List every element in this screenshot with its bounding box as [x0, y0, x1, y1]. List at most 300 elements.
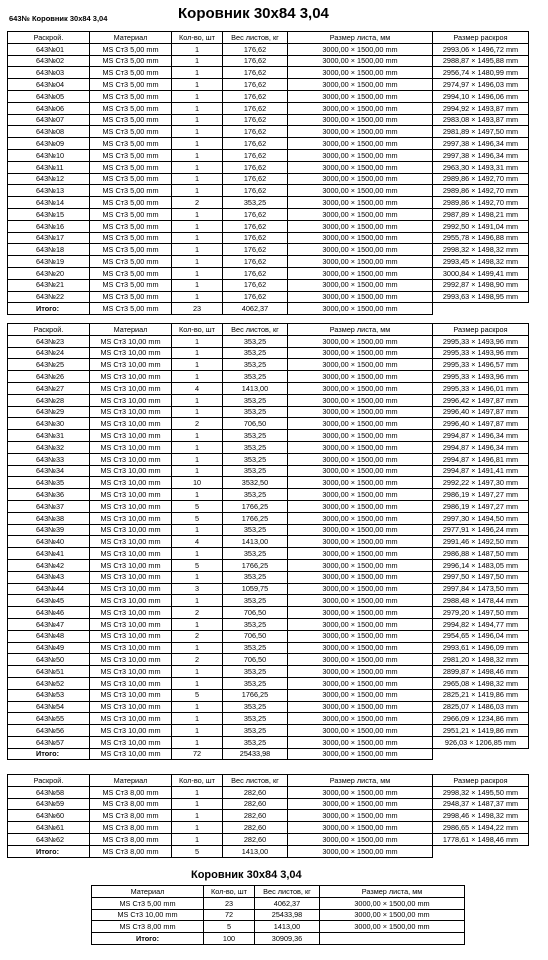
- cut-size-cell: 2989,86 × 1492,70 mm: [433, 197, 529, 209]
- cut-id-cell: 643№31: [8, 430, 90, 442]
- material-cell: MS Ст3 10,00 mm: [90, 713, 172, 725]
- cut-id-cell: 643№32: [8, 441, 90, 453]
- column-header: Размер листа, мм: [320, 886, 465, 898]
- weight-cell: 353,25: [223, 548, 288, 560]
- weight-cell: 1766,25: [223, 500, 288, 512]
- cut-size-cell: 2966,09 × 1234,86 mm: [433, 713, 529, 725]
- sheet-size-cell: 3000,00 × 1500,00 mm: [288, 833, 433, 845]
- quantity-cell: 2: [172, 630, 223, 642]
- quantity-cell: 1: [172, 810, 223, 822]
- quantity-cell: 4: [172, 382, 223, 394]
- material-cell: MS Ст3 10,00 mm: [90, 477, 172, 489]
- cut-size-cell: 2981,89 × 1497,50 mm: [433, 126, 529, 138]
- quantity-cell: 1: [172, 430, 223, 442]
- total-sheet-size: 3000,00 × 1500,00 mm: [288, 303, 433, 315]
- table-row: [8, 441, 529, 453]
- sheet-size-cell: 3000,00 × 1500,00 mm: [288, 453, 433, 465]
- quantity-cell: 1: [172, 138, 223, 150]
- weight-cell: 176,62: [223, 55, 288, 67]
- sheet-size-cell: 3000,00 × 1500,00 mm: [288, 79, 433, 91]
- cut-id-cell: 643№28: [8, 394, 90, 406]
- cut-id-cell: 643№22: [8, 291, 90, 303]
- material-cell: MS Ст3 10,00 mm: [90, 654, 172, 666]
- cut-id-cell: 643№24: [8, 347, 90, 359]
- material-cell: MS Ст3 10,00 mm: [90, 347, 172, 359]
- quantity-cell: 4: [172, 536, 223, 548]
- quantity-cell: 1: [172, 571, 223, 583]
- sheet-size-cell: 3000,00 × 1500,00 mm: [288, 477, 433, 489]
- column-header: Кол-во, шт: [204, 886, 255, 898]
- cut-size-cell: 2994,87 × 1496,34 mm: [433, 430, 529, 442]
- cut-id-cell: 643№39: [8, 524, 90, 536]
- cut-id-cell: 643№42: [8, 559, 90, 571]
- cut-id-cell: 643№27: [8, 382, 90, 394]
- weight-cell: 1413,00: [223, 382, 288, 394]
- cut-id-cell: 643№58: [8, 786, 90, 798]
- column-header: Размер раскроя: [433, 324, 529, 336]
- sheet-size-cell: 3000,00 × 1500,00 mm: [288, 371, 433, 383]
- table-row: [8, 406, 529, 418]
- cut-size-cell: 2981,20 × 1498,32 mm: [433, 654, 529, 666]
- cut-size-cell: 2997,50 × 1497,50 mm: [433, 571, 529, 583]
- weight-cell: 176,62: [223, 208, 288, 220]
- weight-cell: 706,50: [223, 607, 288, 619]
- weight-cell: 176,62: [223, 43, 288, 55]
- cut-id-cell: 643№46: [8, 607, 90, 619]
- empty-cell: [433, 845, 529, 857]
- material-cell: MS Ст3 5,00 mm: [90, 114, 172, 126]
- weight-cell: 353,25: [223, 371, 288, 383]
- cut-id-cell: 643№36: [8, 489, 90, 501]
- table-row: [8, 833, 529, 845]
- cut-id-cell: 643№04: [8, 79, 90, 91]
- cut-id-cell: 643№01: [8, 43, 90, 55]
- quantity-cell: 1: [172, 453, 223, 465]
- cut-id-cell: 643№13: [8, 185, 90, 197]
- material-cell: MS Ст3 10,00 mm: [90, 630, 172, 642]
- total-label: Итого:: [8, 748, 90, 760]
- sheet-size-cell: 3000,00 × 1500,00 mm: [288, 208, 433, 220]
- quantity-cell: 1: [172, 67, 223, 79]
- sheet-size-cell: 3000,00 × 1500,00 mm: [288, 291, 433, 303]
- table-row: [8, 359, 529, 371]
- table-row: [8, 220, 529, 232]
- total-row: [8, 748, 529, 760]
- table-row: [8, 256, 529, 268]
- cut-size-cell: 2997,30 × 1494,50 mm: [433, 512, 529, 524]
- sheet-size-cell: 3000,00 × 1500,00 mm: [288, 536, 433, 548]
- cut-id-cell: 643№48: [8, 630, 90, 642]
- column-header: Вес листов, кг: [223, 32, 288, 44]
- material-cell: MS Ст3 8,00 mm: [90, 810, 172, 822]
- cut-size-cell: 2994,82 × 1494,77 mm: [433, 618, 529, 630]
- material-cell: MS Ст3 5,00 mm: [92, 897, 204, 909]
- table-row: [8, 453, 529, 465]
- weight-cell: 282,60: [223, 798, 288, 810]
- sheet-size-cell: 3000,00 × 1500,00 mm: [288, 232, 433, 244]
- quantity-cell: 1: [172, 173, 223, 185]
- weight-cell: 1413,00: [223, 536, 288, 548]
- weight-cell: 353,25: [223, 335, 288, 347]
- table-row: [8, 677, 529, 689]
- cut-id-cell: 643№29: [8, 406, 90, 418]
- cut-id-cell: 643№34: [8, 465, 90, 477]
- cut-size-cell: 2997,38 × 1496,34 mm: [433, 138, 529, 150]
- weight-cell: 3532,50: [223, 477, 288, 489]
- cut-id-cell: 643№10: [8, 149, 90, 161]
- sheet-size-cell: 3000,00 × 1500,00 mm: [288, 138, 433, 150]
- cut-size-cell: 2998,32 × 1495,50 mm: [433, 786, 529, 798]
- column-header: Материал: [92, 886, 204, 898]
- table-row: [8, 185, 529, 197]
- table-row: [8, 642, 529, 654]
- material-cell: MS Ст3 5,00 mm: [90, 256, 172, 268]
- weight-cell: 706,50: [223, 630, 288, 642]
- quantity-cell: 1: [172, 666, 223, 678]
- sheet-size-cell: 3000,00 × 1500,00 mm: [288, 666, 433, 678]
- sheet-size-cell: 3000,00 × 1500,00 mm: [288, 736, 433, 748]
- cut-size-cell: 2991,46 × 1492,50 mm: [433, 536, 529, 548]
- weight-cell: 353,25: [223, 489, 288, 501]
- quantity-cell: 1: [172, 736, 223, 748]
- quantity-cell: 1: [172, 786, 223, 798]
- weight-cell: 176,62: [223, 173, 288, 185]
- table-row: [8, 43, 529, 55]
- cut-id-cell: 643№17: [8, 232, 90, 244]
- column-header: Вес листов, кг: [223, 775, 288, 787]
- sheet-size-cell: 3000,00 × 1500,00 mm: [288, 810, 433, 822]
- table-row: [8, 291, 529, 303]
- table-row: [8, 267, 529, 279]
- table-row: [92, 897, 465, 909]
- column-header: Размер листа, мм: [288, 324, 433, 336]
- quantity-cell: 3: [172, 583, 223, 595]
- quantity-cell: 1: [172, 244, 223, 256]
- cut-id-cell: 643№43: [8, 571, 90, 583]
- quantity-cell: 2: [172, 654, 223, 666]
- material-cell: MS Ст3 10,00 mm: [90, 371, 172, 383]
- quantity-cell: 10: [172, 477, 223, 489]
- weight-cell: 353,25: [223, 453, 288, 465]
- table-row: [8, 524, 529, 536]
- cut-size-cell: 3000,84 × 1499,41 mm: [433, 267, 529, 279]
- sheet-size-cell: 3000,00 × 1500,00 mm: [288, 267, 433, 279]
- quantity-cell: 1: [172, 55, 223, 67]
- cut-id-cell: 643№05: [8, 90, 90, 102]
- total-material: MS Ст3 5,00 mm: [90, 303, 172, 315]
- quantity-cell: 1: [172, 677, 223, 689]
- material-cell: MS Ст3 8,00 mm: [90, 833, 172, 845]
- quantity-cell: 1: [172, 185, 223, 197]
- weight-cell: 282,60: [223, 786, 288, 798]
- material-cell: MS Ст3 5,00 mm: [90, 173, 172, 185]
- cut-size-cell: 2994,92 × 1493,87 mm: [433, 102, 529, 114]
- weight-cell: 176,62: [223, 267, 288, 279]
- quantity-cell: 1: [172, 465, 223, 477]
- material-cell: MS Ст3 10,00 mm: [90, 666, 172, 678]
- material-cell: MS Ст3 10,00 mm: [90, 406, 172, 418]
- weight-cell: 176,62: [223, 138, 288, 150]
- quantity-cell: 5: [172, 512, 223, 524]
- material-cell: MS Ст3 10,00 mm: [90, 725, 172, 737]
- cut-size-cell: 2955,78 × 1496,88 mm: [433, 232, 529, 244]
- weight-cell: 353,25: [223, 736, 288, 748]
- column-header: Размер раскроя: [433, 32, 529, 44]
- quantity-cell: 23: [204, 897, 255, 909]
- table-row: [8, 654, 529, 666]
- material-cell: MS Ст3 10,00 mm: [90, 689, 172, 701]
- cut-size-cell: 2996,42 × 1497,87 mm: [433, 394, 529, 406]
- quantity-cell: 2: [172, 418, 223, 430]
- quantity-cell: 2: [172, 197, 223, 209]
- sheet-size-cell: 3000,00 × 1500,00 mm: [288, 430, 433, 442]
- cut-id-cell: 643№54: [8, 701, 90, 713]
- material-cell: MS Ст3 5,00 mm: [90, 197, 172, 209]
- sheet-size-cell: 3000,00 × 1500,00 mm: [288, 654, 433, 666]
- cut-id-cell: 643№44: [8, 583, 90, 595]
- quantity-cell: 72: [204, 909, 255, 921]
- cut-size-cell: 2997,84 × 1473,50 mm: [433, 583, 529, 595]
- table-row: [92, 909, 465, 921]
- material-cell: MS Ст3 10,00 mm: [90, 430, 172, 442]
- sheet-size-cell: 3000,00 × 1500,00 mm: [288, 595, 433, 607]
- sheet-size-cell: 3000,00 × 1500,00 mm: [288, 559, 433, 571]
- quantity-cell: 1: [172, 102, 223, 114]
- table-row: [8, 335, 529, 347]
- weight-cell: 353,25: [223, 524, 288, 536]
- quantity-cell: 1: [172, 524, 223, 536]
- sheet-size-cell: 3000,00 × 1500,00 mm: [288, 406, 433, 418]
- weight-cell: 176,62: [223, 161, 288, 173]
- weight-cell: 176,62: [223, 67, 288, 79]
- cut-id-cell: 643№51: [8, 666, 90, 678]
- column-header: Материал: [90, 32, 172, 44]
- material-cell: MS Ст3 10,00 mm: [90, 736, 172, 748]
- material-cell: MS Ст3 5,00 mm: [90, 79, 172, 91]
- weight-cell: 176,62: [223, 220, 288, 232]
- sheet-size-cell: 3000,00 × 1500,00 mm: [320, 909, 465, 921]
- cut-size-cell: 1778,61 × 1498,46 mm: [433, 833, 529, 845]
- sheet-size-cell: 3000,00 × 1500,00 mm: [288, 55, 433, 67]
- weight-cell: 353,25: [223, 713, 288, 725]
- cut-size-cell: 2995,33 × 1496,57 mm: [433, 359, 529, 371]
- weight-cell: 353,25: [223, 701, 288, 713]
- quantity-cell: 1: [172, 79, 223, 91]
- material-cell: MS Ст3 10,00 mm: [90, 595, 172, 607]
- cut-id-cell: 643№07: [8, 114, 90, 126]
- total-quantity: 5: [172, 845, 223, 857]
- cut-id-cell: 643№41: [8, 548, 90, 560]
- weight-cell: 176,62: [223, 79, 288, 91]
- table-row: [8, 197, 529, 209]
- cut-id-cell: 643№59: [8, 798, 90, 810]
- total-sheet-size: 3000,00 × 1500,00 mm: [288, 845, 433, 857]
- quantity-cell: 1: [172, 701, 223, 713]
- material-cell: MS Ст3 10,00 mm: [90, 677, 172, 689]
- total-quantity: 72: [172, 748, 223, 760]
- cut-id-cell: 643№11: [8, 161, 90, 173]
- cut-size-cell: 2995,33 × 1493,96 mm: [433, 347, 529, 359]
- material-cell: MS Ст3 5,00 mm: [90, 267, 172, 279]
- header-row: [8, 32, 529, 44]
- sheet-size-cell: 3000,00 × 1500,00 mm: [288, 618, 433, 630]
- cut-id-cell: 643№60: [8, 810, 90, 822]
- quantity-cell: 2: [172, 607, 223, 619]
- cut-id-cell: 643№62: [8, 833, 90, 845]
- material-cell: MS Ст3 10,00 mm: [90, 500, 172, 512]
- material-cell: MS Ст3 5,00 mm: [90, 220, 172, 232]
- table-row: [8, 725, 529, 737]
- sheet-size-cell: 3000,00 × 1500,00 mm: [288, 394, 433, 406]
- sheet-size-cell: 3000,00 × 1500,00 mm: [288, 359, 433, 371]
- quantity-cell: 1: [172, 642, 223, 654]
- quantity-cell: 1: [172, 256, 223, 268]
- table-row: [8, 418, 529, 430]
- sheet-size-cell: 3000,00 × 1500,00 mm: [288, 161, 433, 173]
- table-row: [8, 666, 529, 678]
- table-row: [8, 571, 529, 583]
- total-material: MS Ст3 8,00 mm: [90, 845, 172, 857]
- table-row: [8, 736, 529, 748]
- table-row: [8, 500, 529, 512]
- cut-id-cell: 643№14: [8, 197, 90, 209]
- table-row: [8, 583, 529, 595]
- sheet-size-cell: 3000,00 × 1500,00 mm: [288, 786, 433, 798]
- quantity-cell: 1: [172, 232, 223, 244]
- weight-cell: 176,62: [223, 279, 288, 291]
- quantity-cell: 1: [172, 833, 223, 845]
- weight-cell: 353,25: [223, 430, 288, 442]
- quantity-cell: 1: [172, 279, 223, 291]
- document-subtitle: 643№ Коровник 30х84 3,04: [9, 14, 108, 23]
- cutting-table-8mm: [7, 774, 529, 858]
- total-weight: 4062,37: [223, 303, 288, 315]
- material-cell: MS Ст3 5,00 mm: [90, 102, 172, 114]
- material-cell: MS Ст3 10,00 mm: [90, 382, 172, 394]
- quantity-cell: 1: [172, 618, 223, 630]
- quantity-cell: 1: [172, 335, 223, 347]
- cut-id-cell: 643№25: [8, 359, 90, 371]
- sheet-size-cell: 3000,00 × 1500,00 mm: [288, 185, 433, 197]
- cut-size-cell: 2996,40 × 1497,87 mm: [433, 406, 529, 418]
- table-row: [8, 689, 529, 701]
- cut-size-cell: 2993,45 × 1498,32 mm: [433, 256, 529, 268]
- column-header: Размер листа, мм: [288, 775, 433, 787]
- cut-size-cell: 2995,33 × 1496,01 mm: [433, 382, 529, 394]
- column-header: Вес листов, кг: [223, 324, 288, 336]
- cut-size-cell: 2988,48 × 1478,44 mm: [433, 595, 529, 607]
- cut-size-cell: 2986,88 × 1487,50 mm: [433, 548, 529, 560]
- quantity-cell: 1: [172, 725, 223, 737]
- table-row: [8, 371, 529, 383]
- quantity-cell: 1: [172, 114, 223, 126]
- sheet-size-cell: 3000,00 × 1500,00 mm: [288, 256, 433, 268]
- cut-size-cell: 2956,74 × 1480,99 mm: [433, 67, 529, 79]
- cut-size-cell: 2996,40 × 1497,87 mm: [433, 418, 529, 430]
- table-row: [8, 810, 529, 822]
- table-row: [8, 548, 529, 560]
- material-cell: MS Ст3 8,00 mm: [90, 798, 172, 810]
- cut-size-cell: 2993,61 × 1496,09 mm: [433, 642, 529, 654]
- cut-size-cell: 2994,87 × 1491,41 mm: [433, 465, 529, 477]
- quantity-cell: 1: [172, 220, 223, 232]
- cut-id-cell: 643№33: [8, 453, 90, 465]
- cut-size-cell: 2954,65 × 1496,04 mm: [433, 630, 529, 642]
- weight-cell: 4062,37: [255, 897, 320, 909]
- material-cell: MS Ст3 5,00 mm: [90, 67, 172, 79]
- cut-id-cell: 643№09: [8, 138, 90, 150]
- weight-cell: 1413,00: [255, 921, 320, 933]
- total-quantity: 23: [172, 303, 223, 315]
- weight-cell: 353,25: [223, 197, 288, 209]
- table-row: [8, 630, 529, 642]
- quantity-cell: 1: [172, 371, 223, 383]
- quantity-cell: 1: [172, 595, 223, 607]
- cut-size-cell: 2994,87 × 1496,81 mm: [433, 453, 529, 465]
- cut-id-cell: 643№57: [8, 736, 90, 748]
- table-row: [8, 512, 529, 524]
- column-header: Раскрой.: [8, 32, 90, 44]
- table-row: [8, 607, 529, 619]
- table-row: [8, 347, 529, 359]
- cut-id-cell: 643№56: [8, 725, 90, 737]
- table-row: [92, 921, 465, 933]
- column-header: Размер листа, мм: [288, 32, 433, 44]
- sheet-size-cell: 3000,00 × 1500,00 mm: [288, 126, 433, 138]
- cut-size-cell: 2987,89 × 1498,21 mm: [433, 208, 529, 220]
- material-cell: MS Ст3 10,00 mm: [90, 335, 172, 347]
- sheet-size-cell: 3000,00 × 1500,00 mm: [288, 548, 433, 560]
- table-row: [8, 595, 529, 607]
- sheet-size-cell: 3000,00 × 1500,00 mm: [288, 197, 433, 209]
- cut-size-cell: 2977,91 × 1496,24 mm: [433, 524, 529, 536]
- weight-cell: 353,25: [223, 347, 288, 359]
- quantity-cell: 1: [172, 489, 223, 501]
- cut-id-cell: 643№55: [8, 713, 90, 725]
- table-row: [8, 79, 529, 91]
- cut-id-cell: 643№35: [8, 477, 90, 489]
- material-cell: MS Ст3 5,00 mm: [90, 90, 172, 102]
- table-row: [8, 208, 529, 220]
- cut-size-cell: 2995,33 × 1493,96 mm: [433, 335, 529, 347]
- table-row: [8, 161, 529, 173]
- material-cell: MS Ст3 5,00 mm: [90, 185, 172, 197]
- sheet-size-cell: 3000,00 × 1500,00 mm: [288, 571, 433, 583]
- table-row: [8, 126, 529, 138]
- weight-cell: 353,25: [223, 666, 288, 678]
- sheet-size-cell: 3000,00 × 1500,00 mm: [288, 798, 433, 810]
- quantity-cell: 5: [204, 921, 255, 933]
- cut-size-cell: 2948,37 × 1487,37 mm: [433, 798, 529, 810]
- table-row: [8, 173, 529, 185]
- cut-size-cell: 2965,08 × 1498,32 mm: [433, 677, 529, 689]
- cut-id-cell: 643№53: [8, 689, 90, 701]
- material-cell: MS Ст3 5,00 mm: [90, 138, 172, 150]
- sheet-size-cell: 3000,00 × 1500,00 mm: [288, 677, 433, 689]
- total-sheet-size: 3000,00 × 1500,00 mm: [288, 748, 433, 760]
- column-header: Раскрой.: [8, 775, 90, 787]
- total-weight: 25433,98: [223, 748, 288, 760]
- summary-table: [91, 885, 465, 945]
- table-row: [8, 102, 529, 114]
- cut-id-cell: 643№06: [8, 102, 90, 114]
- column-header: Материал: [90, 775, 172, 787]
- cut-size-cell: 2992,50 × 1491,04 mm: [433, 220, 529, 232]
- column-header: Кол-во, шт: [172, 32, 223, 44]
- cut-size-cell: 926,03 × 1206,85 mm: [433, 736, 529, 748]
- summary-title: Коровник 30х84 3,04: [191, 869, 302, 881]
- cut-id-cell: 643№18: [8, 244, 90, 256]
